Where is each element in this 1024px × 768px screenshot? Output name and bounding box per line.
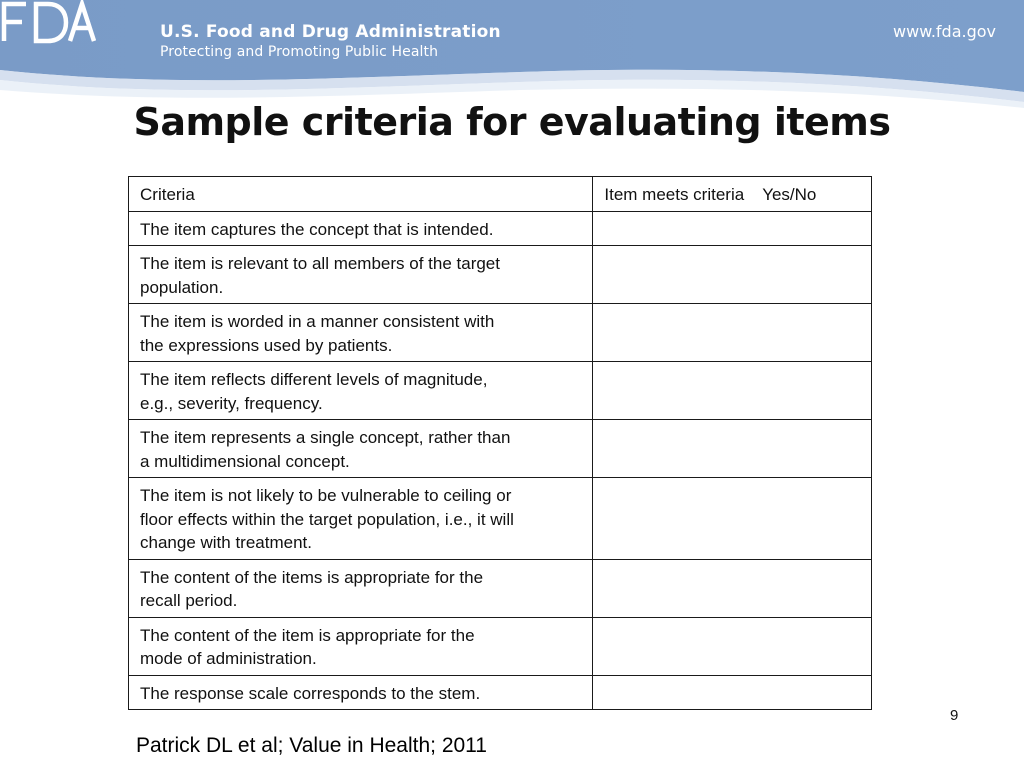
table-row (129, 617, 872, 675)
criteria-cell (129, 246, 593, 304)
criteria-text: The item is relevant to all members of the target (140, 254, 500, 273)
criteria-text: population. (140, 277, 224, 297)
slide-title: Sample criteria for evaluating items (133, 100, 891, 144)
criteria-cell (129, 617, 593, 675)
meets-criteria-cell[interactable] (593, 478, 872, 560)
table-row (129, 478, 872, 560)
meets-criteria-cell[interactable] (593, 362, 872, 420)
header-meets-criteria (593, 177, 872, 212)
fda-logo-letter-f (4, 4, 26, 41)
fda-logo-letter-a (70, 4, 94, 41)
meets-criteria-cell[interactable] (593, 559, 872, 617)
page-number: 9 (950, 707, 959, 724)
table-header-row (129, 177, 872, 212)
meets-criteria-cell[interactable] (593, 246, 872, 304)
criteria-text: The content of the items is appropriate for the (140, 567, 484, 587)
header-banner (0, 0, 1024, 110)
criteria-text: The item captures the concept that is intended. (140, 219, 494, 239)
header-meets-label: Item meets criteria (604, 185, 745, 204)
meets-criteria-cell[interactable] (593, 304, 872, 362)
meets-criteria-cell[interactable] (593, 211, 872, 246)
criteria-text: The item reflects different levels of magnitude, (140, 370, 488, 389)
agency-block (160, 22, 501, 62)
criteria-text: The content of the item is appropriate for the (140, 625, 475, 645)
criteria-cell (129, 420, 593, 478)
table-row (129, 246, 872, 304)
citation: Patrick DL et al; Value in Health; 2011 (136, 734, 487, 757)
table-row (129, 559, 872, 617)
header-wave-background (0, 0, 1024, 110)
criteria-text: The response scale corresponds to the stem. (140, 683, 481, 703)
criteria-text: The item is not likely to be vulnerable to ceiling or (140, 486, 512, 505)
criteria-text: e.g., severity, frequency. (140, 393, 323, 413)
meets-criteria-cell[interactable] (593, 420, 872, 478)
header-criteria: Criteria (129, 177, 593, 212)
criteria-text: The item is worded in a manner consistent with (140, 312, 495, 331)
criteria-text: recall period. (140, 591, 238, 610)
criteria-cell (129, 675, 593, 710)
criteria-cell (129, 559, 593, 617)
criteria-cell (129, 478, 593, 560)
criteria-text: mode of administration. (140, 649, 317, 668)
agency-name: U.S. Food and Drug Administration (160, 22, 501, 42)
agency-tagline: Protecting and Promoting Public Health (160, 44, 439, 60)
criteria-text: the expressions used by patients. (140, 335, 393, 355)
meets-criteria-cell[interactable] (593, 675, 872, 710)
criteria-table (128, 176, 872, 710)
criteria-cell (129, 211, 593, 246)
table-row (129, 675, 872, 710)
fda-logo-letter-d (36, 4, 66, 41)
meets-criteria-cell[interactable] (593, 617, 872, 675)
criteria-cell (129, 362, 593, 420)
criteria-text: floor effects within the target population, i.e., it will (140, 509, 514, 529)
fda-website-link[interactable]: www.fda.gov (893, 22, 996, 41)
table-row (129, 211, 872, 246)
criteria-cell (129, 304, 593, 362)
table-row (129, 420, 872, 478)
criteria-text: a multidimensional concept. (140, 451, 350, 471)
header-yes-no-label: Yes/No (762, 185, 817, 204)
table-row (129, 362, 872, 420)
table-row (129, 304, 872, 362)
criteria-text: The item represents a single concept, rather than (140, 428, 511, 447)
fda-logo (0, 0, 96, 44)
criteria-text: change with treatment. (140, 533, 312, 552)
